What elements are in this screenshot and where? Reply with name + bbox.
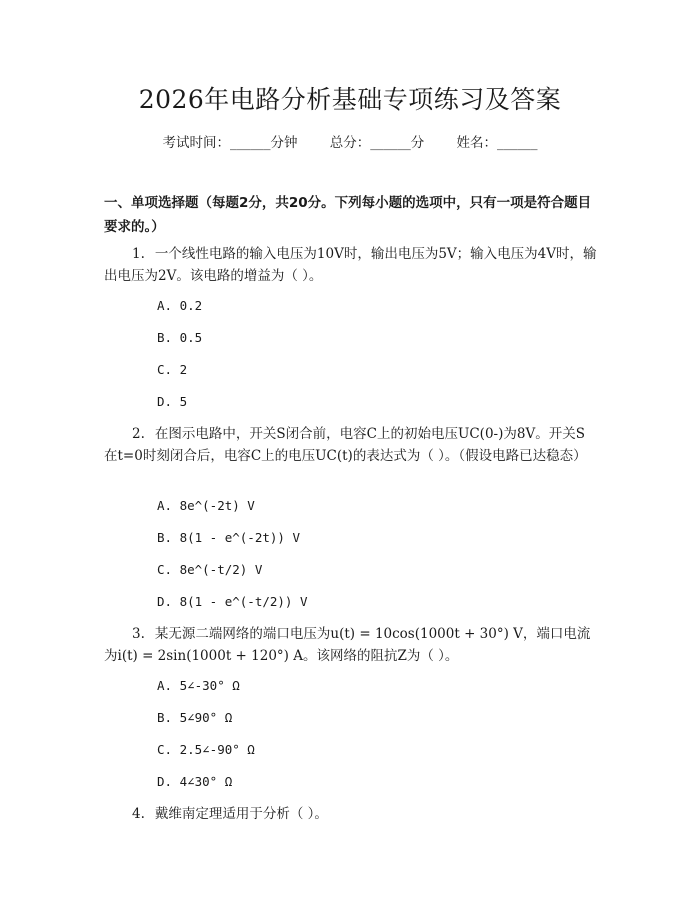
question-text: 一个线性电路的输入电压为10V时，输出电压为5V；输入电压为4V时，输出电压为2V。该电路的增益为（ ）。 [104, 246, 597, 284]
question-text: 某无源二端网络的端口电压为u(t) = 10cos(1000t + 30°) V，端口电流为i(t) = 2sin(1000t + 120°) A。该网络的阻抗Z为（ ）。 [104, 626, 591, 664]
question-1 [104, 243, 598, 287]
question-number: 3. [132, 626, 145, 642]
name-field: 姓名：______ [456, 135, 538, 151]
option-d: D. 8(1 - e^(-t/2)) V [157, 594, 308, 609]
option-a: A. 8e^(-2t) V [157, 498, 255, 513]
question-text: 在图示电路中，开关S闭合前，电容C上的初始电压UC(0-)为8V。开关S在t=0时刻闭合后，电容C上的电压UC(t)的表达式为（ ）。（假设电路已达稳态） [104, 426, 587, 464]
option-a: A. 5∠-30° Ω [157, 678, 240, 693]
question-text: 戴维南定理适用于分析（ ）。 [154, 806, 328, 822]
option-c: C. 2 [157, 362, 188, 377]
option-b: B. 8(1 - e^(-2t)) V [157, 530, 300, 545]
question-number: 2. [132, 426, 145, 442]
option-c: C. 2.5∠-90° Ω [157, 742, 255, 757]
option-a: A. 0.2 [157, 298, 203, 313]
exam-time-field: 考试时间：______分钟 [162, 135, 298, 151]
question-number: 4. [132, 806, 145, 822]
section-heading: 一、单项选择题（每题2分，共20分。下列每小题的选项中，只有一项是符合题目要求的。） [104, 195, 592, 235]
option-d: D. 4∠30° Ω [157, 774, 233, 789]
option-c: C. 8e^(-t/2) V [157, 562, 263, 577]
document-title: 2026年电路分析基础专项练习及答案 [138, 85, 562, 114]
question-4 [104, 803, 598, 825]
question-3 [104, 623, 598, 667]
option-b: B. 5∠90° Ω [157, 710, 233, 725]
option-b: B. 0.5 [157, 330, 203, 345]
question-2 [104, 423, 598, 467]
option-d: D. 5 [157, 394, 188, 409]
question-number: 1. [132, 246, 145, 262]
total-score-field: 总分：______分 [329, 135, 425, 151]
exam-meta [0, 131, 700, 151]
